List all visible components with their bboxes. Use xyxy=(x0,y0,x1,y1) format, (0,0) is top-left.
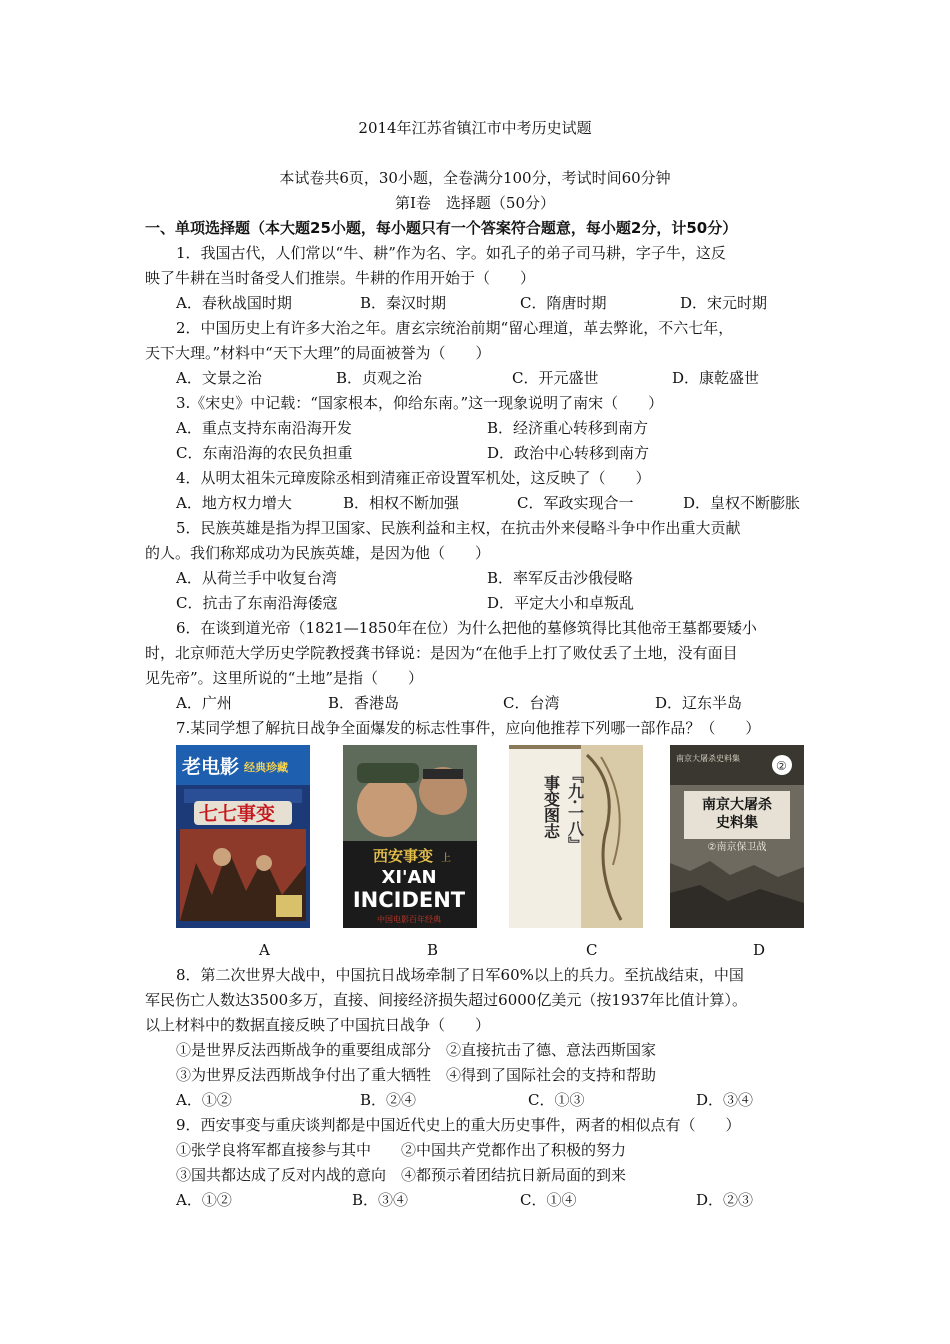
q8-stem-line1: 8．第二次世界大战中，中国抗日战场牵制了日军60%以上的兵力。至抗战结束，中国 xyxy=(176,966,744,984)
cover-a-title: 七七事变 xyxy=(199,803,276,825)
q4-option-b: B．相权不断加强 xyxy=(343,494,460,512)
q5-option-d: D．平定大小和卓叛乱 xyxy=(487,594,635,612)
cover-c-title1: 事变图志 xyxy=(541,775,561,839)
q4-stem-line1: 4．从明太祖朱元璋废除丞相到清雍正帝设置军机处，这反映了（ ） xyxy=(176,469,651,487)
cover-qiqi-shibian xyxy=(176,745,310,928)
q9-option-d: D．②③ xyxy=(696,1191,754,1209)
q5-option-c: C．抗击了东南沿海倭寇 xyxy=(176,594,338,612)
q9-stem-line1: 9．西安事变与重庆谈判都是中国近代史上的重大历史事件，两者的相似点有（ ） xyxy=(176,1116,741,1134)
section-heading: 一、单项选择题（本大题25小题，每小题只有一个答案符合题意，每小题2分，计50分） xyxy=(145,219,738,237)
q5-stem-line2: 的人。我们称郑成功为民族英雄，是因为他（ ） xyxy=(145,544,491,562)
q6-stem-line1: 6．在谈到道光帝（1821—1850年在位）为什么把他的墓修筑得比其他帝王墓都要矮小 xyxy=(176,619,757,637)
q6-stem-line2: 时，北京师范大学历史学院教授龚书铎说：是因为“在他手上打了败仗丢了土地，没有面目 xyxy=(145,644,738,662)
cover-label-b: B xyxy=(427,941,439,959)
q3-option-a: A．重点支持东南沿海开发 xyxy=(176,419,352,437)
q3-option-d: D．政治中心转移到南方 xyxy=(487,444,650,462)
q1-option-a: A．春秋战国时期 xyxy=(176,294,292,312)
cover-d-title2: 史料集 xyxy=(716,815,758,831)
cover-d-title1: 南京大屠杀 xyxy=(702,797,772,813)
cover-b-en2: INCIDENT xyxy=(352,888,466,912)
cover-xian-shibian xyxy=(343,745,477,928)
cover-c-title2: 『九·一八』 xyxy=(565,767,585,853)
q8-stem-line2: 军民伤亡人数达3500多万，直接、间接经济损失超过6000亿美元（按1937年比值计算）。 xyxy=(145,991,748,1009)
q9-option-b: B．③④ xyxy=(352,1191,409,1209)
q8-stem-line3: 以上材料中的数据直接反映了中国抗日战争（ ） xyxy=(145,1016,491,1034)
q4-option-c: C．军政实现合一 xyxy=(517,494,634,512)
q8-option-d: D．③④ xyxy=(696,1091,754,1109)
q8-option-a: A．①② xyxy=(176,1091,232,1109)
q8-statements-2: ③为世界反法西斯战争付出了重大牺牲 ④得到了国际社会的支持和帮助 xyxy=(176,1066,657,1084)
q2-option-b: B．贞观之治 xyxy=(336,369,423,387)
q6-option-c: C．台湾 xyxy=(503,694,560,712)
cover-a-banner: 老电影 xyxy=(182,756,240,778)
q8-option-b: B．②④ xyxy=(360,1091,417,1109)
cover-b-title: 西安事变 xyxy=(373,847,434,865)
q3-option-b: B．经济重心转移到南方 xyxy=(487,419,649,437)
q5-stem-line1: 5．民族英雄是指为捍卫国家、民族利益和主权，在抗击外来侵略斗争中作出重大贡献 xyxy=(176,519,741,537)
q6-stem-line3: 见先帝”。这里所说的“土地”是指（ ） xyxy=(145,669,424,687)
cover-d-sub: ②南京保卫战 xyxy=(707,842,767,853)
cover-d-num: ② xyxy=(776,759,787,773)
q5-option-b: B．率军反击沙俄侵略 xyxy=(487,569,634,587)
q9-option-a: A．①② xyxy=(176,1191,232,1209)
q4-option-d: D．皇权不断膨胀 xyxy=(683,494,801,512)
q1-stem-line1: 1．我国古代，人们常以“牛、耕”作为名、字。如孔子的弟子司马耕，字子牛，这反 xyxy=(176,244,726,262)
q8-option-c: C．①③ xyxy=(528,1091,585,1109)
cover-b-foot: 中国电影百年经典 xyxy=(377,915,441,924)
cover-label-c: C xyxy=(586,941,598,959)
q6-option-d: D．辽东半岛 xyxy=(655,694,743,712)
q8-statements-1: ①是世界反法西斯战争的重要组成部分 ②直接抗击了德、意法西斯国家 xyxy=(176,1041,657,1059)
cover-d-top: 南京大屠杀史料集 xyxy=(676,754,740,763)
q5-option-a: A．从荷兰手中收复台湾 xyxy=(176,569,337,587)
q2-stem-line1: 2．中国历史上有许多大治之年。唐玄宗统治前期“留心理道，革去弊讹，不六七年， xyxy=(176,319,734,337)
exam-info: 本试卷共6页，30小题，全卷满分100分，考试时间60分钟 xyxy=(279,169,671,187)
volume-heading: 第Ⅰ卷 选择题（50分） xyxy=(394,194,555,212)
q1-option-c: C．隋唐时期 xyxy=(520,294,607,312)
q3-option-c: C．东南沿海的农民负担重 xyxy=(176,444,353,462)
cover-b-en1: XI'AN xyxy=(381,867,437,888)
q3-stem-line1: 3.《宋史》中记载：“国家根本，仰给东南。”这一现象说明了南宋（ ） xyxy=(176,394,664,412)
q1-stem-line2: 映了牛耕在当时备受人们推崇。牛耕的作用开始于（ ） xyxy=(145,269,536,287)
cover-label-d: D xyxy=(753,941,766,959)
exam-title: 2014年江苏省镇江市中考历史试题 xyxy=(358,119,592,137)
q9-statements-1: ①张学良将军都直接参与其中 ②中国共产党都作出了积极的努力 xyxy=(176,1141,627,1159)
q2-stem-line2: 天下大理。”材料中“天下大理”的局面被誉为（ ） xyxy=(145,344,491,362)
q2-option-c: C．开元盛世 xyxy=(512,369,599,387)
cover-b-part: 上 xyxy=(441,853,451,864)
q4-option-a: A．地方权力增大 xyxy=(176,494,292,512)
q2-option-d: D．康乾盛世 xyxy=(672,369,760,387)
q1-option-d: D．宋元时期 xyxy=(680,294,768,312)
q2-option-a: A．文景之治 xyxy=(176,369,262,387)
cover-nanjing-datusha xyxy=(670,745,804,928)
cover-jiuyiba xyxy=(509,745,643,928)
cover-label-a: A xyxy=(259,941,270,959)
cover-a-sub: 经典珍藏 xyxy=(244,761,288,774)
q1-option-b: B．秦汉时期 xyxy=(360,294,447,312)
q9-statements-2: ③国共都达成了反对内战的意向 ④都预示着团结抗日新局面的到来 xyxy=(176,1166,627,1184)
q6-option-a: A．广州 xyxy=(176,694,232,712)
q7-stem-line1: 7.某同学想了解抗日战争全面爆发的标志性事件，应向他推荐下列哪一部作品？（ ） xyxy=(176,719,761,737)
q6-option-b: B．香港岛 xyxy=(328,694,400,712)
q9-option-c: C．①④ xyxy=(520,1191,577,1209)
